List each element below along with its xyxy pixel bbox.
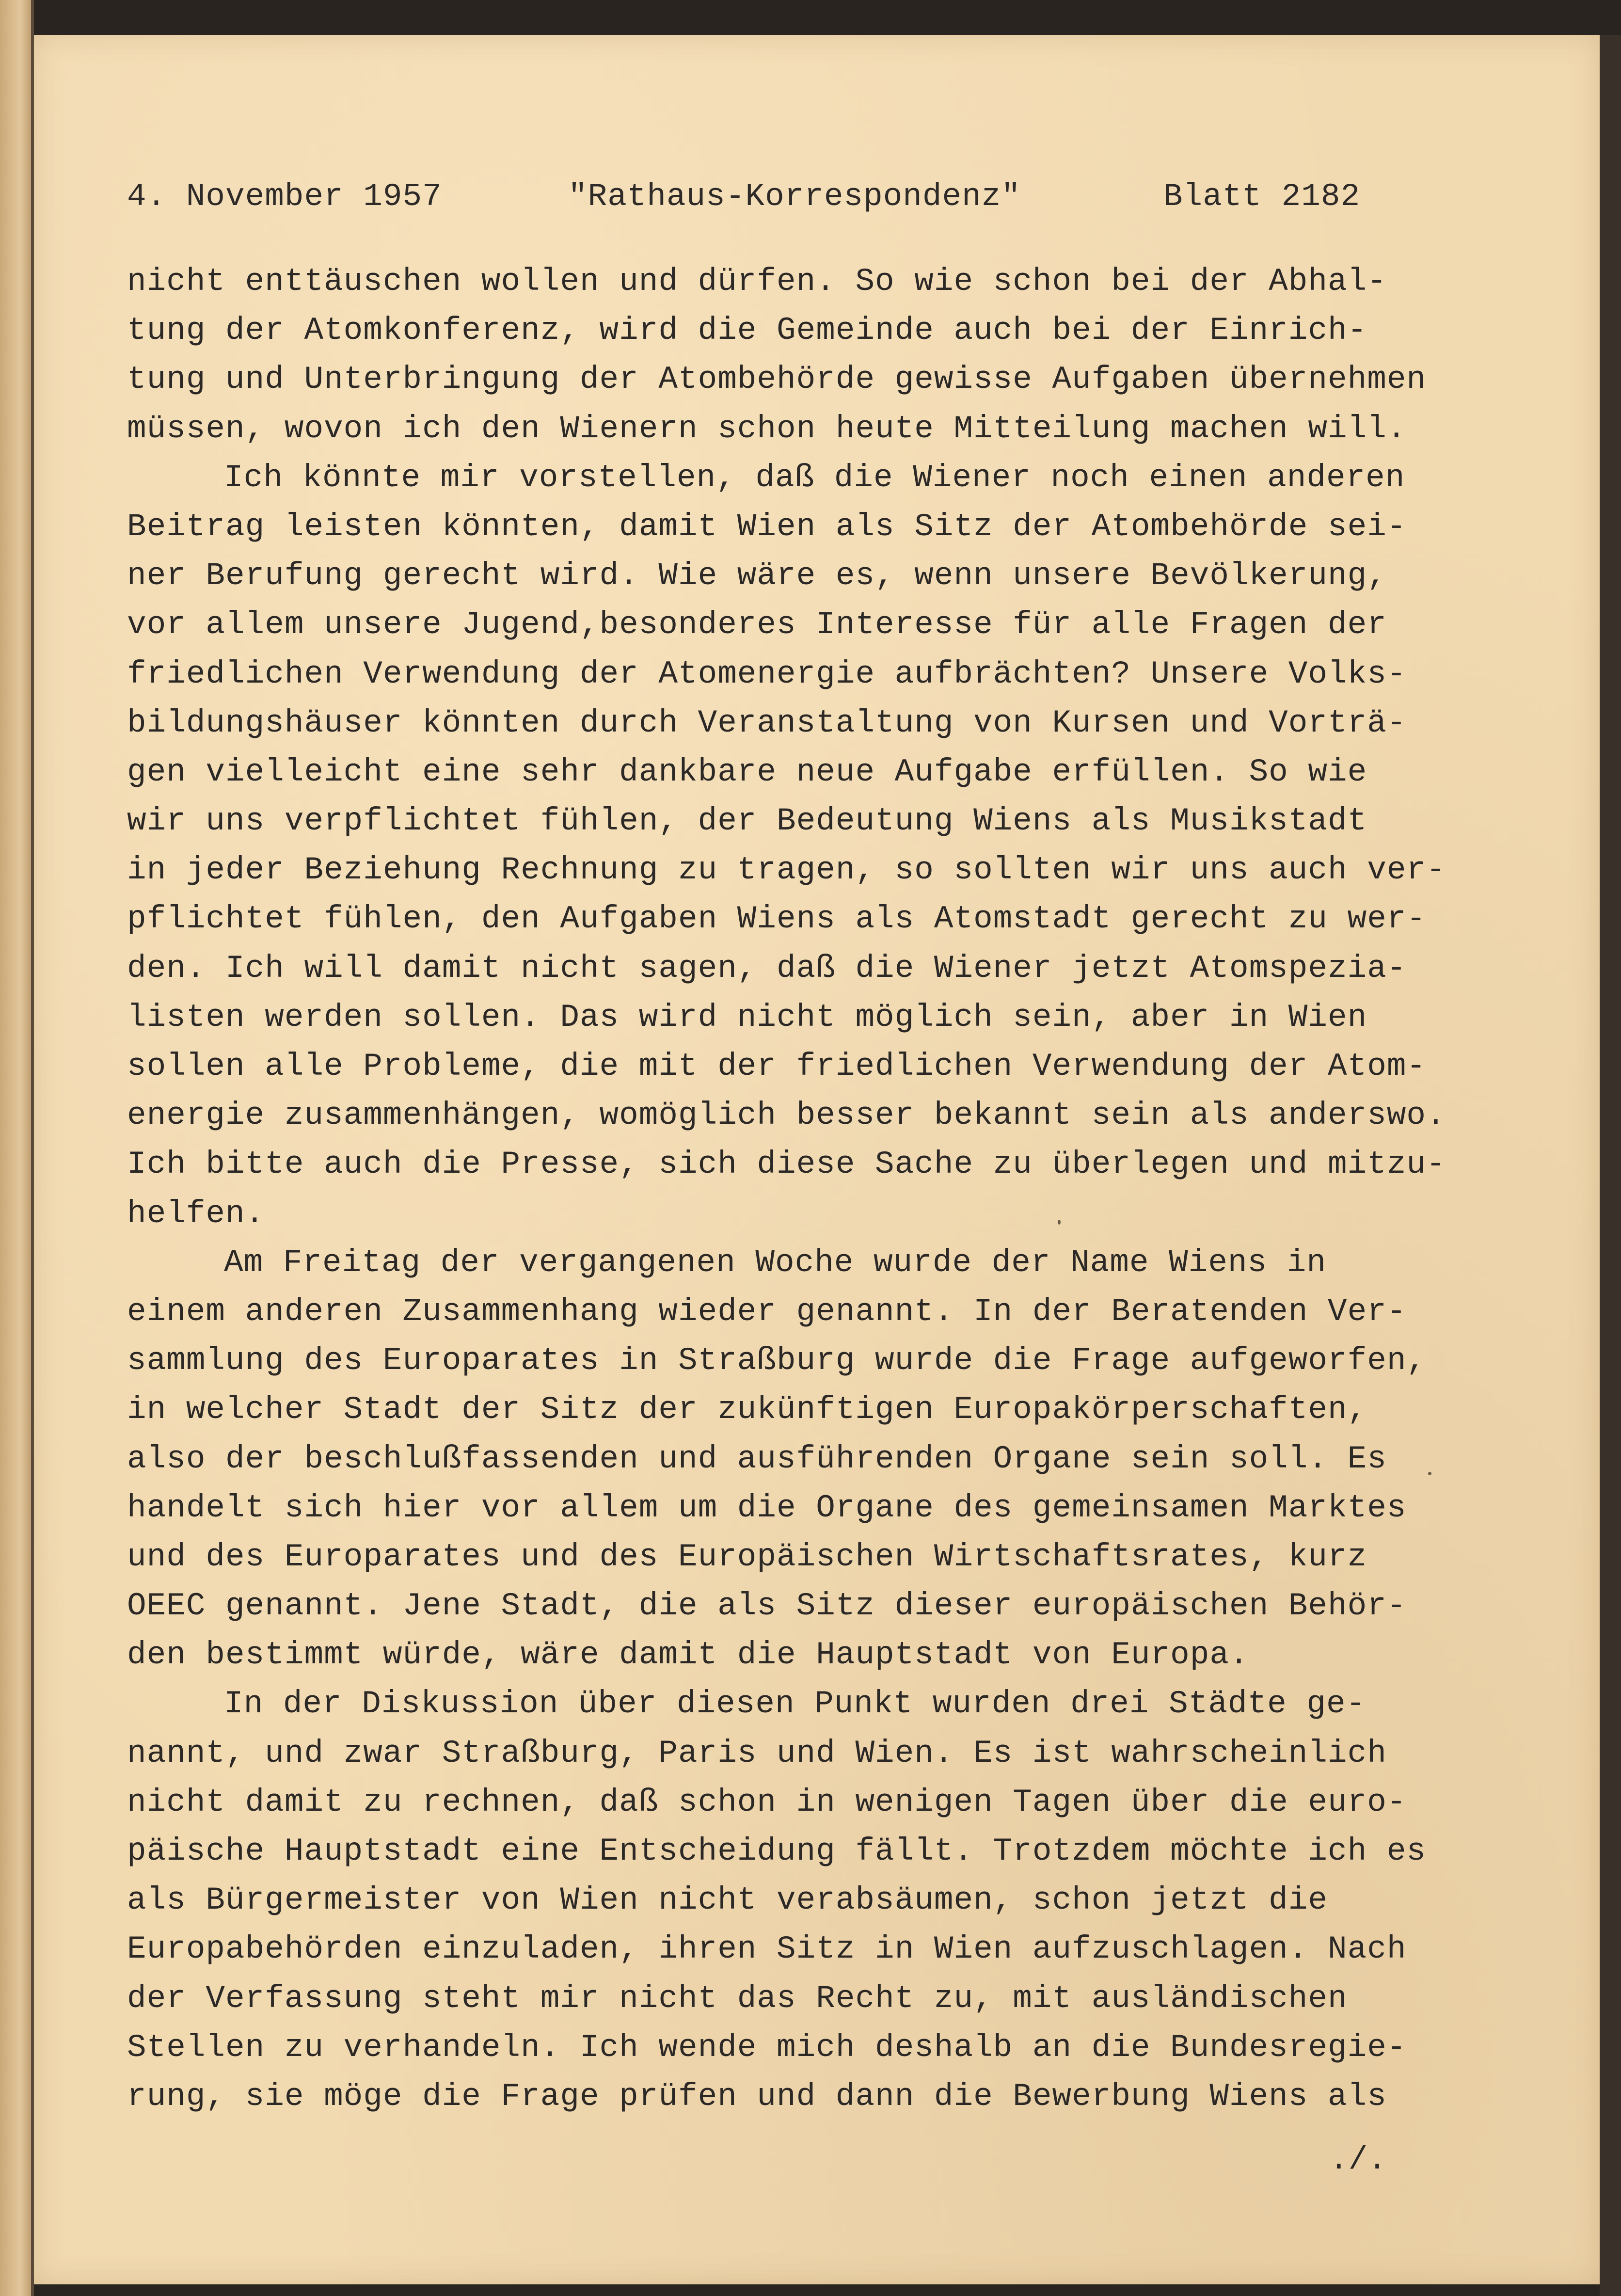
text-line: den. Ich will damit nicht sagen, daß die Wiener jetzt Atomspezia-: [127, 950, 1407, 987]
text-line: In der Diskussion über diesen Punkt wurden drei Städte ge-: [224, 1686, 1366, 1722]
text-line: der Verfassung steht mir nicht das Recht zu, mit ausländischen: [127, 1980, 1348, 2017]
text-line: einem anderen Zusammenhang wieder genannt. In der Beratenden Ver-: [127, 1293, 1407, 1330]
text-line: Beitrag leisten könnten, damit Wien als Sitz der Atombehörde sei-: [127, 508, 1407, 545]
header-date: 4. November 1957: [127, 178, 442, 215]
text-line: als Bürgermeister von Wien nicht verabsäumen, schon jetzt die: [127, 1882, 1328, 1919]
text-line: pflichtet fühlen, den Aufgaben Wiens als Atomstadt gerecht zu wer-: [127, 901, 1427, 938]
text-line: Europabehörden einzuladen, ihren Sitz in Wien aufzuschlagen. Nach: [127, 1931, 1407, 1968]
text-line: Ich könnte mir vorstellen, daß die Wiener noch einen anderen: [224, 459, 1405, 496]
paper-speck: [1428, 1472, 1431, 1475]
text-line: OEEC genannt. Jene Stadt, die als Sitz dieser europäischen Behör-: [127, 1588, 1407, 1625]
text-line: Stellen zu verhandeln. Ich wende mich deshalb an die Bundesregie-: [127, 2029, 1407, 2066]
text-line: in welcher Stadt der Sitz der zukünftigen Europakörperschaften,: [127, 1391, 1367, 1428]
text-line: gen vielleicht eine sehr dankbare neue Aufgabe erfüllen. So wie: [127, 753, 1367, 790]
text-line: helfen.: [127, 1195, 265, 1232]
text-line: listen werden sollen. Das wird nicht möglich sein, aber in Wien: [127, 999, 1367, 1036]
text-line: in jeder Beziehung Rechnung zu tragen, so sollten wir uns auch ver-: [127, 852, 1446, 889]
text-line: päische Hauptstadt eine Entscheidung fällt. Trotzdem möchte ich es: [127, 1833, 1427, 1869]
continuation-mark: ./.: [1329, 2142, 1387, 2178]
text-line: sollen alle Probleme, die mit der friedlichen Verwendung der Atom-: [127, 1048, 1427, 1084]
text-line: nicht enttäuschen wollen und dürfen. So wie schon bei der Abhal-: [127, 263, 1387, 300]
text-line: müssen, wovon ich den Wienern schon heute Mitteilung machen will.: [127, 410, 1407, 447]
body-text: [127, 257, 1484, 2121]
text-line: und des Europarates und des Europäischen Wirtschaftsrates, kurz: [127, 1538, 1367, 1575]
text-line: friedlichen Verwendung der Atomenergie aufbrächten? Unsere Volks-: [127, 655, 1407, 692]
text-line: tung der Atomkonferenz, wird die Gemeinde auch bei der Einrich-: [127, 312, 1367, 349]
header-publication-title: "Rathaus-Korrespondenz": [568, 178, 1021, 215]
text-line: energie zusammenhängen, womöglich besser bekannt sein als anderswo.: [127, 1097, 1446, 1134]
paper-speck: [1058, 1220, 1061, 1225]
text-line: tung und Unterbringung der Atombehörde gewisse Aufgaben übernehmen: [127, 361, 1427, 398]
header-page-number: Blatt 2182: [1163, 178, 1361, 215]
text-line: Am Freitag der vergangenen Woche wurde der Name Wiens in: [224, 1244, 1326, 1281]
page-header: [127, 178, 1368, 222]
text-line: wir uns verpflichtet fühlen, der Bedeutung Wiens als Musikstadt: [127, 803, 1367, 840]
text-line: handelt sich hier vor allem um die Organe des gemeinsamen Marktes: [127, 1489, 1407, 1526]
text-line: den bestimmt würde, wäre damit die Hauptstadt von Europa.: [127, 1637, 1249, 1674]
text-line: nannt, und zwar Straßburg, Paris und Wien. Es ist wahrscheinlich: [127, 1735, 1387, 1771]
text-line: also der beschlußfassenden und ausführenden Organe sein soll. Es: [127, 1440, 1387, 1477]
text-line: rung, sie möge die Frage prüfen und dann die Bewerbung Wiens als: [127, 2078, 1387, 2115]
left-page-edge: [0, 0, 34, 2296]
text-line: ner Berufung gerecht wird. Wie wäre es, wenn unsere Bevölkerung,: [127, 558, 1387, 594]
text-line: Ich bitte auch die Presse, sich diese Sache zu überlegen und mitzu-: [127, 1146, 1446, 1183]
text-line: vor allem unsere Jugend,besonderes Interesse für alle Fragen der: [127, 606, 1387, 643]
text-line: nicht damit zu rechnen, daß schon in wenigen Tagen über die euro-: [127, 1784, 1407, 1820]
text-line: sammlung des Europarates in Straßburg wurde die Frage aufgeworfen,: [127, 1342, 1427, 1379]
right-background-edge: [1600, 35, 1621, 2296]
text-line: bildungshäuser könnten durch Veranstaltung von Kursen und Vorträ-: [127, 704, 1407, 741]
